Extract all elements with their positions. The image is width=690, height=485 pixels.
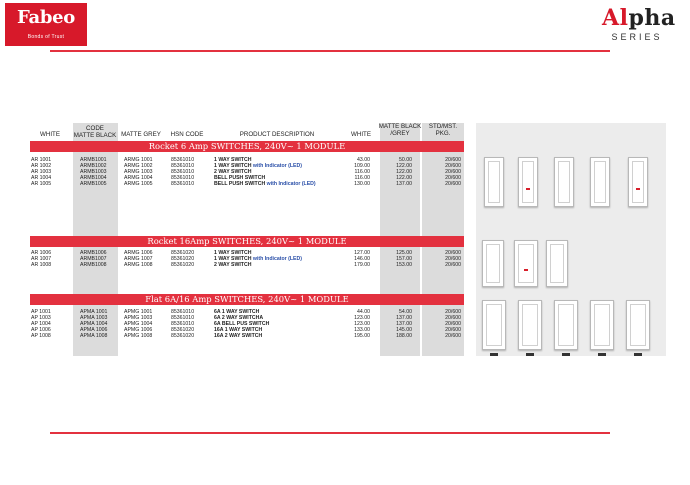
cell-code-white: AR 1008 <box>31 262 52 269</box>
cell-hsn-code: 85361010 <box>171 163 195 170</box>
cell-std-pkg: 20/600 <box>445 327 461 334</box>
cell-price-white: 133.00 <box>354 327 370 334</box>
cell-code-matte-grey: ARMG 1001 <box>124 157 153 163</box>
cell-code-matte-black: APMA 1008 <box>80 333 108 340</box>
colhead-code-matte-black: CODE MATTE BLACK <box>73 125 117 139</box>
description-text: BELL PUSH SWITCH <box>214 181 266 188</box>
cell-price-white: 130.00 <box>354 181 370 188</box>
colhead-price-black-grey: MATTE BLACK /GREY <box>378 123 422 137</box>
cell-code-matte-black: ARMB1006 <box>80 250 107 256</box>
cell-hsn-code: 85361020 <box>171 256 195 263</box>
description-text: 1 WAY SWITCH <box>214 256 252 263</box>
colhead-description: PRODUCT DESCRIPTION <box>239 131 315 138</box>
cell-code-matte-grey: APMG 1004 <box>124 321 153 328</box>
section-title-text: Flat 6A/16 Amp SWITCHES, 240V~ 1 MODULE <box>145 294 349 304</box>
cell-price-black-grey: 122.00 <box>396 163 412 170</box>
led-indicator-note: with Indicator (LED) <box>251 256 302 263</box>
product-photo-panel <box>476 123 666 356</box>
cell-price-black-grey: 145.00 <box>396 327 412 334</box>
switch-product-image <box>590 157 610 207</box>
cell-std-pkg: 20/600 <box>445 321 461 328</box>
cell-std-pkg: 20/600 <box>445 175 461 182</box>
cell-code-white: AR 1006 <box>31 250 52 256</box>
cell-hsn-code: 85361010 <box>171 157 195 163</box>
product-label-strip <box>634 353 642 356</box>
cell-code-white: AR 1001 <box>31 157 52 163</box>
cell-std-pkg: 20/600 <box>445 181 461 188</box>
product-label-strip <box>634 210 642 213</box>
cell-price-black-grey: 54.00 <box>399 309 412 315</box>
description-text: BELL PUSH SWITCH <box>214 175 266 182</box>
cell-price-white: 123.00 <box>354 315 370 322</box>
product-label-strip <box>490 353 498 356</box>
cell-price-black-grey: 157.00 <box>396 256 412 263</box>
description-text: 2 WAY SWITCH <box>214 262 252 269</box>
cell-price-black-grey: 188.00 <box>396 333 412 340</box>
cell-code-white: AR 1003 <box>31 169 52 176</box>
cell-code-matte-black: APMA 1006 <box>80 327 108 334</box>
cell-code-matte-grey: ARMG 1007 <box>124 256 153 263</box>
cell-hsn-code: 85361010 <box>171 315 195 322</box>
description-text: 2 WAY SWITCH <box>214 169 252 176</box>
cell-price-white: 127.00 <box>354 250 370 256</box>
cell-product-description <box>214 181 316 187</box>
description-text: 16A 2 WAY SWITCH <box>214 333 263 340</box>
cell-code-white: AP 1004 <box>31 321 51 328</box>
switch-product-image <box>628 157 648 207</box>
product-label-strip <box>490 210 498 213</box>
fabeo-logo <box>5 3 87 46</box>
product-label-strip <box>562 353 570 356</box>
section-title-text: Rocket 6 Amp SWITCHES, 240V~ 1 MODULE <box>148 141 346 151</box>
cell-code-matte-grey: APMG 1006 <box>124 327 153 334</box>
cell-std-pkg: 20/600 <box>445 309 461 315</box>
cell-price-white: 109.00 <box>354 163 370 170</box>
cell-code-matte-grey: ARMG 1005 <box>124 181 153 188</box>
cell-product-description <box>214 333 262 339</box>
cell-code-matte-black: ARMB1003 <box>80 169 107 176</box>
section-title-flat <box>30 294 464 305</box>
cell-price-black-grey: 137.00 <box>396 315 412 322</box>
cell-std-pkg: 20/600 <box>445 256 461 263</box>
cell-price-black-grey: 125.00 <box>396 250 412 256</box>
colhead-hsn-code: HSN CODE <box>170 131 204 138</box>
description-text: 1 WAY SWITCH <box>214 157 252 163</box>
cell-code-matte-grey: ARMG 1002 <box>124 163 153 170</box>
section-title-rocket-6a <box>30 141 464 152</box>
cell-code-white: AP 1001 <box>31 309 51 315</box>
cell-code-matte-grey: ARMG 1003 <box>124 169 153 176</box>
brand-name <box>602 5 676 31</box>
cell-std-pkg: 20/600 <box>445 262 461 269</box>
cell-code-matte-black: ARMB1002 <box>80 163 107 170</box>
product-label-strip <box>489 290 497 293</box>
description-text: 16A 1 WAY SWITCH <box>214 327 263 334</box>
switch-product-image <box>518 157 538 207</box>
section-title-text: Rocket 16Amp SWITCHES, 240V~ 1 MODULE <box>147 236 347 246</box>
cell-code-white: AP 1006 <box>31 327 51 334</box>
brand-series-label: SERIES <box>611 32 663 42</box>
switch-product-image <box>554 300 578 350</box>
description-text: 6A 2 WAY SWITCHA <box>214 315 264 322</box>
cell-hsn-code: 85361010 <box>171 321 195 328</box>
cell-price-black-grey: 153.00 <box>396 262 412 269</box>
cell-price-white: 195.00 <box>354 333 370 340</box>
cell-hsn-code: 85361020 <box>171 333 195 340</box>
logo-name: Fabeo <box>16 7 75 28</box>
cell-code-matte-grey: APMG 1003 <box>124 315 153 322</box>
switch-product-image <box>546 240 568 287</box>
description-text: 1 WAY SWITCH <box>214 163 252 170</box>
cell-code-white: AR 1005 <box>31 181 52 188</box>
cell-price-black-grey: 50.00 <box>399 157 412 163</box>
product-label-strip <box>596 210 604 213</box>
led-indicator-note: with Indicator (LED) <box>265 181 316 188</box>
switch-product-image <box>518 300 542 350</box>
switch-product-image <box>482 300 506 350</box>
description-text: 6A 1 WAY SWITCH <box>214 309 260 315</box>
switch-product-image <box>514 240 538 287</box>
cell-code-matte-black: ARMB1004 <box>80 175 107 182</box>
colhead-price-white: WHITE <box>351 131 371 138</box>
product-label-strip <box>526 353 534 356</box>
brand-name-part1: Al <box>602 5 629 31</box>
cell-hsn-code: 85361020 <box>171 250 195 256</box>
cell-code-matte-black: APMA 1003 <box>80 315 108 322</box>
cell-code-matte-grey: ARMG 1008 <box>124 262 153 269</box>
cell-hsn-code: 85361010 <box>171 181 195 188</box>
top-divider <box>50 50 610 52</box>
cell-code-matte-black: ARMB1005 <box>80 181 107 188</box>
product-label-strip <box>598 353 606 356</box>
colhead-white: WHITE <box>40 131 60 138</box>
switch-product-image <box>484 157 504 207</box>
cell-code-matte-black: APMA 1001 <box>80 309 108 315</box>
switch-product-image <box>482 240 504 287</box>
product-label-strip <box>522 290 530 293</box>
cell-price-black-grey: 122.00 <box>396 175 412 182</box>
cell-price-white: 123.00 <box>354 321 370 328</box>
cell-price-white: 179.00 <box>354 262 370 269</box>
cell-product-description <box>214 262 251 268</box>
cell-code-white: AP 1003 <box>31 315 51 322</box>
cell-std-pkg: 20/600 <box>445 169 461 176</box>
logo-tagline: Bonds of Trust <box>27 34 65 40</box>
description-text: 1 WAY SWITCH <box>214 250 252 256</box>
bottom-divider <box>50 432 610 434</box>
cell-price-black-grey: 137.00 <box>396 321 412 328</box>
series-brand <box>602 5 676 42</box>
cell-code-matte-black: ARMB1008 <box>80 262 107 269</box>
cell-code-matte-black: ARMB1001 <box>80 157 107 163</box>
cell-std-pkg: 20/600 <box>445 157 461 163</box>
product-label-strip <box>524 210 532 213</box>
led-indicator-note: with Indicator (LED) <box>251 163 302 170</box>
cell-price-white: 146.00 <box>354 256 370 263</box>
cell-hsn-code: 85361020 <box>171 262 195 269</box>
brand-name-part2: pha <box>628 5 676 31</box>
cell-code-matte-grey: ARMG 1006 <box>124 250 153 256</box>
colhead-std-pkg: STD/MST. PKG. <box>428 123 458 137</box>
product-label-strip <box>560 210 568 213</box>
cell-std-pkg: 20/600 <box>445 250 461 256</box>
cell-price-white: 43.00 <box>357 157 370 163</box>
cell-price-white: 44.00 <box>357 309 370 315</box>
cell-code-matte-grey: APMG 1008 <box>124 333 153 340</box>
cell-code-white: AR 1007 <box>31 256 52 263</box>
switch-product-image <box>626 300 650 350</box>
cell-code-matte-grey: APMG 1001 <box>124 309 153 315</box>
cell-hsn-code: 85361020 <box>171 327 195 334</box>
cell-code-matte-black: ARMB1007 <box>80 256 107 263</box>
cell-price-black-grey: 122.00 <box>396 169 412 176</box>
cell-price-white: 116.00 <box>354 175 370 182</box>
cell-code-matte-grey: ARMG 1004 <box>124 175 153 182</box>
colhead-matte-grey: MATTE GREY <box>121 131 161 138</box>
description-text: 6A BELL PUS SWITCH <box>214 321 270 328</box>
product-label-strip <box>553 290 561 293</box>
switch-product-image <box>590 300 614 350</box>
cell-code-white: AP 1008 <box>31 333 51 340</box>
switch-product-image <box>554 157 574 207</box>
cell-code-matte-black: APMA 1004 <box>80 321 108 328</box>
cell-hsn-code: 85361010 <box>171 169 195 176</box>
cell-hsn-code: 85361010 <box>171 175 195 182</box>
cell-code-white: AR 1004 <box>31 175 52 182</box>
cell-hsn-code: 85361010 <box>171 309 195 315</box>
cell-price-black-grey: 137.00 <box>396 181 412 188</box>
cell-std-pkg: 20/600 <box>445 333 461 340</box>
cell-code-white: AR 1002 <box>31 163 52 170</box>
cell-std-pkg: 20/600 <box>445 163 461 170</box>
cell-price-white: 116.00 <box>354 169 370 176</box>
cell-std-pkg: 20/600 <box>445 315 461 322</box>
section-title-rocket-16a <box>30 236 464 247</box>
